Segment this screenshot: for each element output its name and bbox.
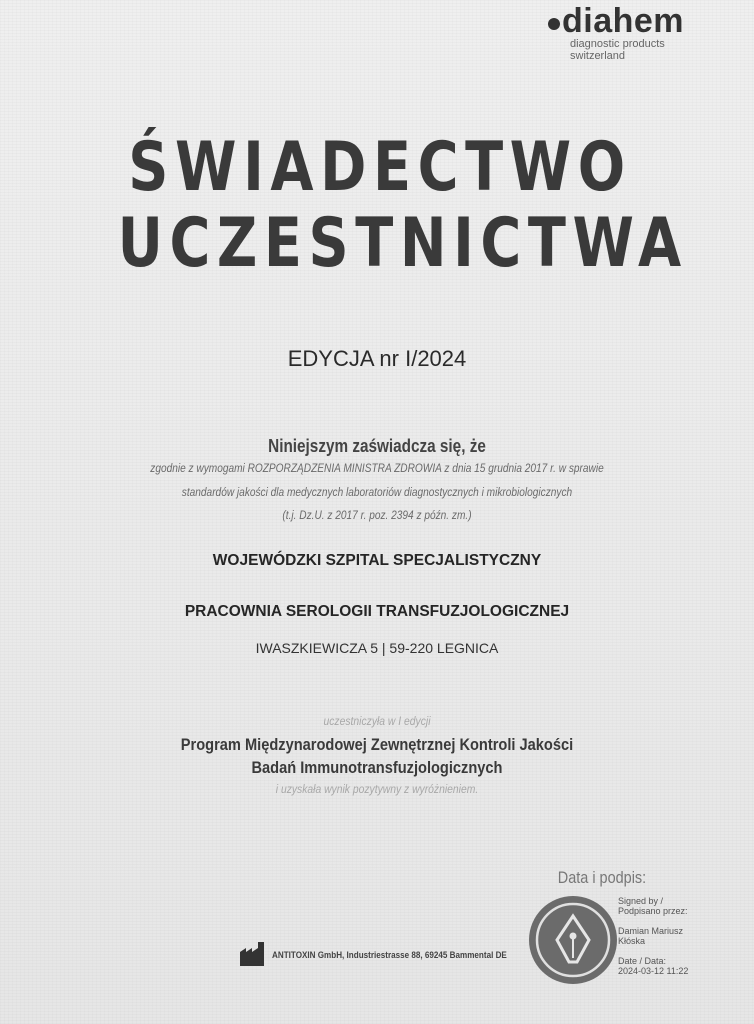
regulation-line-3: (t.j. Dz.U. z 2017 r. poz. 2394 z późn. zm.) bbox=[282, 510, 472, 522]
signed-by-label: Signed by / bbox=[618, 896, 664, 906]
sign-date-value: 2024-03-12 11:22 bbox=[618, 966, 689, 976]
logo-tagline-1: diagnostic products bbox=[570, 38, 665, 50]
result-note: i uzyskała wynik pozytywny z wyróżnieniem. bbox=[275, 784, 479, 796]
title-line-1: ŚWIADECTWO bbox=[128, 128, 632, 207]
regulation-line-2: standardów jakości dla medycznych laboratoriów diagnostycznych i mikrobiologicznych bbox=[181, 487, 573, 499]
digital-signature-info bbox=[618, 896, 688, 976]
program-name-line-1: Program Międzynarodowej Zewnętrznej Kontroli Jakości bbox=[180, 735, 574, 754]
institution-address: IWASZKIEWICZA 5 | 59-220 LEGNICA bbox=[255, 640, 499, 656]
factory-icon bbox=[238, 942, 268, 971]
sign-date-label: Date / Data: bbox=[618, 956, 667, 966]
signer-name-2: Kłóska bbox=[618, 936, 646, 946]
certification-intro: Niniejszym zaświadcza się, że bbox=[268, 436, 486, 456]
institution-name: WOJEWÓDZKI SZPITAL SPECJALISTYCZNY bbox=[212, 552, 542, 569]
title-line-2: UCZESTNICTWA bbox=[117, 204, 688, 283]
signed-by-label-pl: Podpisano przez: bbox=[618, 906, 688, 916]
participation-note: uczestniczyła w I edycji bbox=[323, 716, 431, 728]
regulation-line-1: zgodnie z wymogami ROZPORZĄDZENIA MINISTRA ZDROWIA z dnia 15 grudnia 2017 r. w sprawie bbox=[150, 463, 604, 475]
diahem-logo bbox=[548, 4, 728, 62]
program-name-line-2: Badań Immunotransfuzjologicznych bbox=[251, 758, 503, 777]
logo-name: diahem bbox=[562, 2, 685, 40]
logo-dot-icon bbox=[548, 18, 560, 30]
footer-company: ANTITOXIN GmbH, Industriestrasse 88, 69245 Bammental DE bbox=[272, 950, 507, 960]
pen-nib-icon bbox=[529, 896, 617, 984]
logo-tagline-2: switzerland bbox=[570, 50, 626, 62]
edition: EDYCJA nr I/2024 bbox=[287, 346, 467, 371]
department-name: PRACOWNIA SEROLOGII TRANSFUZJOLOGICZNEJ bbox=[184, 603, 570, 620]
signature-seal bbox=[529, 896, 617, 984]
signer-name-1: Damian Mariusz bbox=[618, 926, 684, 936]
date-signature-label: Data i podpis: bbox=[557, 868, 647, 887]
